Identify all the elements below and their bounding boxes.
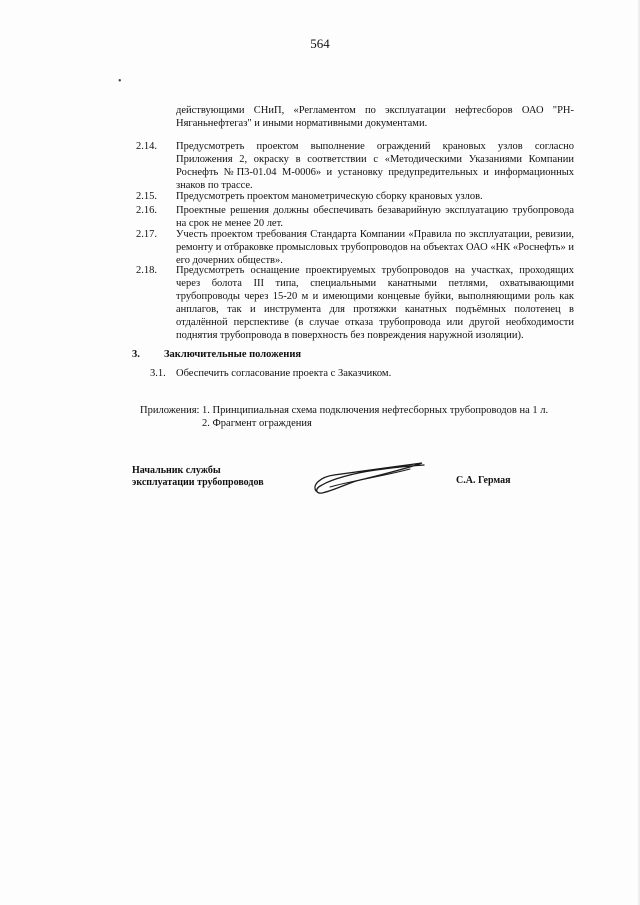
signer-title-line: эксплуатации трубопроводов <box>132 477 264 488</box>
signer-title-line: Начальник службы <box>132 465 221 476</box>
item-number: 2.15. <box>136 191 157 202</box>
paragraph-text: Проектные решения должны обеспечивать безаварийную эксплуатацию трубопровода на срок не менее 20 лет. <box>176 205 574 229</box>
paragraph-text: Предусмотреть проектом выполнение ограждений крановых узлов согласно Приложения 2, окраску в соответствии с «Методическими Указаниями Компании Роснефть №П3-01.04 М-0006» и установку предупредительных и информационных знаков по трассе. <box>176 141 574 191</box>
section-number: 3. <box>132 349 140 360</box>
paragraph-text: Предусмотреть оснащение проектируемых трубопроводов на участках, проходящих через болота III типа, специальными канатными петлями, охватывающими трубопроводы через 15-20 м и имеющими концевые буйки, выполняющими роль как анплагов, так и инструмента для протяжки канатных подъёмных полотенец в отдалённой перспективе (в случае отказа трубопровода или другой необходимости поднятия трубопровода в поверхность без повреждения наружной изоляции). <box>176 265 574 341</box>
item-number: 2.16. <box>136 205 157 216</box>
appendices-label: Приложения: <box>140 405 200 416</box>
page-number: 564 <box>310 36 330 51</box>
paragraph-text: Обеспечить согласование проекта с Заказчиком. <box>176 368 392 379</box>
paragraph-text: Учесть проектом требования Стандарта Компании «Правила по эксплуатации, ревизии, ремонту и отбраковке промысловых трубопроводов на объектах ОАО «НК «Роснефть» и его дочерних обществ». <box>176 229 574 266</box>
paragraph-text: действующими СНиП, «Регламентом по эксплуатации нефтесборов ОАО "РН-Няганьнефтегаз" и иными нормативными документами. <box>176 105 574 129</box>
appendix-item: 1. Принципиальная схема подключения нефтесборных трубопроводов на 1 л. <box>202 405 549 416</box>
item-number: 2.18. <box>136 265 157 276</box>
appendix-item: 2. Фрагмент ограждения <box>202 418 312 429</box>
item-number: 2.14. <box>136 141 157 152</box>
item-number: 3.1. <box>150 368 166 379</box>
handwritten-signature <box>310 457 430 501</box>
signer-name: С.А. Гермая <box>456 475 511 486</box>
paragraph-text: Предусмотреть проектом манометрическую сборку крановых узлов. <box>176 191 483 202</box>
signer-title-block <box>132 465 264 489</box>
item-number: 2.17. <box>136 229 157 240</box>
margin-dot-mark: • <box>118 76 122 87</box>
section-heading: Заключительные положения <box>164 349 302 360</box>
